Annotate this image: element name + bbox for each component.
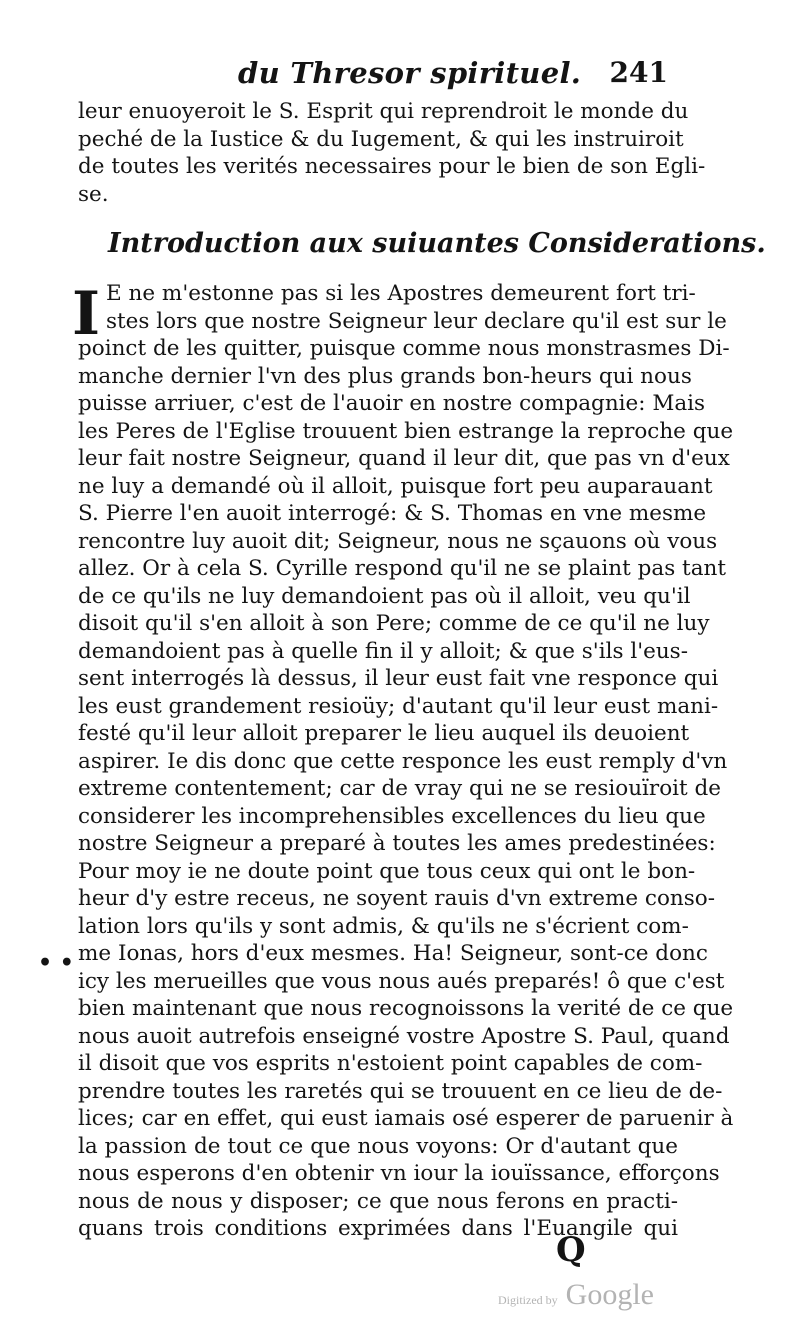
text-line: allez. Or à cela S. Cyrille respond qu'il ne se plaint pas tant — [78, 556, 727, 581]
text-line: sent interrogés là dessus, il leur eust fait vne responce qui — [78, 666, 719, 691]
running-head — [238, 56, 668, 96]
digitization-watermark — [498, 1278, 654, 1312]
text-line: E ne m'estonne pas si les Apostres demeurent fort tri- — [106, 281, 696, 306]
text-line: leur fait nostre Seigneur, quand il leur dit, que pas vn d'eux — [78, 446, 730, 471]
text-line: lation lors qu'ils y sont admis, & qu'ils ne s'écrient com- — [78, 913, 689, 939]
watermark-prefix: Digitized by — [498, 1293, 558, 1307]
text-line: il disoit que vos esprits n'estoient point capables de com- — [78, 1051, 703, 1076]
section-heading: Introduction aux suiuantes Considerations. — [108, 228, 766, 259]
body-paragraph — [78, 280, 734, 1243]
text-line: manche dernier l'vn des plus grands bon-heurs qui nous — [78, 363, 692, 389]
page-number: 241 — [609, 56, 668, 89]
text-line: Pour moy ie ne doute point que tous ceux qui ont le bon- — [78, 858, 696, 884]
margin-mark: • • — [38, 950, 74, 976]
text-line: bien maintenant que nous recognoissons la verité de ce que — [78, 996, 734, 1021]
text-line: festé qu'il leur alloit preparer le lieu auquel ils deuoient — [78, 721, 690, 746]
text-line: ne luy a demandé où il alloit, puisque fort peu auparauant — [78, 473, 713, 499]
text-line: rencontre luy auoit dit; Seigneur, nous ne sçauons où vous — [78, 528, 718, 554]
text-line: les eust grandement resioüy; d'autant qu'il leur eust mani- — [78, 693, 719, 719]
text-line: de toutes les verités necessaires pour le bien de son Egli- — [78, 154, 706, 179]
watermark-brand: Google — [565, 1278, 654, 1311]
signature-mark: Q — [556, 1230, 586, 1270]
text-line: poinct de les quitter, puisque comme nous monstrasmes Di- — [78, 336, 730, 361]
text-line: les Peres de l'Eglise trouuent bien estrange la reproche que — [78, 418, 734, 444]
text-line: heur d'y estre receus, ne soyent rauis d'vn extreme conso- — [78, 886, 716, 911]
text-line: quans trois conditions exprimées dans l'Euangile qui — [78, 1216, 678, 1241]
drop-cap: I — [72, 279, 101, 349]
text-line: prendre toutes les raretés qui se trouuent en ce lieu de de- — [78, 1078, 723, 1104]
text-line: stes lors que nostre Seigneur leur declare qu'il est sur le — [106, 308, 727, 334]
text-line: extreme contentement; car de vray qui ne se resiouïroit de — [78, 776, 721, 801]
text-line: nous auoit autrefois enseigné vostre Apostre S. Paul, quand — [78, 1023, 730, 1049]
text-line: demandoient pas à quelle fin il y alloit; & que s'ils l'eus- — [78, 638, 688, 664]
text-line: lices; car en effet, qui eust iamais osé esperer de paruenir à — [78, 1106, 734, 1131]
text-line: me Ionas, hors d'eux mesmes. Ha! Seigneur, sont-ce donc — [78, 941, 708, 966]
text-line: se. — [78, 181, 109, 207]
text-line: considerer les incomprehensibles excellences du lieu que — [78, 803, 706, 829]
top-paragraph — [78, 98, 706, 208]
text-line: icy les merueilles que vous nous aués preparés! ô que c'est — [78, 968, 725, 994]
text-line: la passion de tout ce que nous voyons: Or d'autant que — [78, 1133, 678, 1159]
text-line: puisse arriuer, c'est de l'auoir en nostre compagnie: Mais — [78, 391, 706, 416]
text-line: peché de la Iustice & du Iugement, & qui les instruiroit — [78, 126, 684, 152]
running-title: du Thresor spirituel. — [238, 56, 582, 90]
text-line: nous de nous y disposer; ce que nous ferons en practi- — [78, 1188, 678, 1214]
text-line: de ce qu'ils ne luy demandoient pas où il alloit, veu qu'il — [78, 583, 691, 609]
text-line: nostre Seigneur a preparé à toutes les ames predestinées: — [78, 831, 716, 856]
text-line: aspirer. Ie dis donc que cette responce les eust remply d'vn — [78, 748, 728, 774]
text-line: S. Pierre l'en auoit interrogé: & S. Thomas en vne mesme — [78, 501, 707, 526]
text-line: leur enuoyeroit le S. Esprit qui reprendroit le monde du — [78, 99, 689, 124]
text-line: nous esperons d'en obtenir vn iour la iouïssance, efforçons — [78, 1161, 720, 1186]
text-line: disoit qu'il s'en alloit à son Pere; comme de ce qu'il ne luy — [78, 611, 710, 636]
